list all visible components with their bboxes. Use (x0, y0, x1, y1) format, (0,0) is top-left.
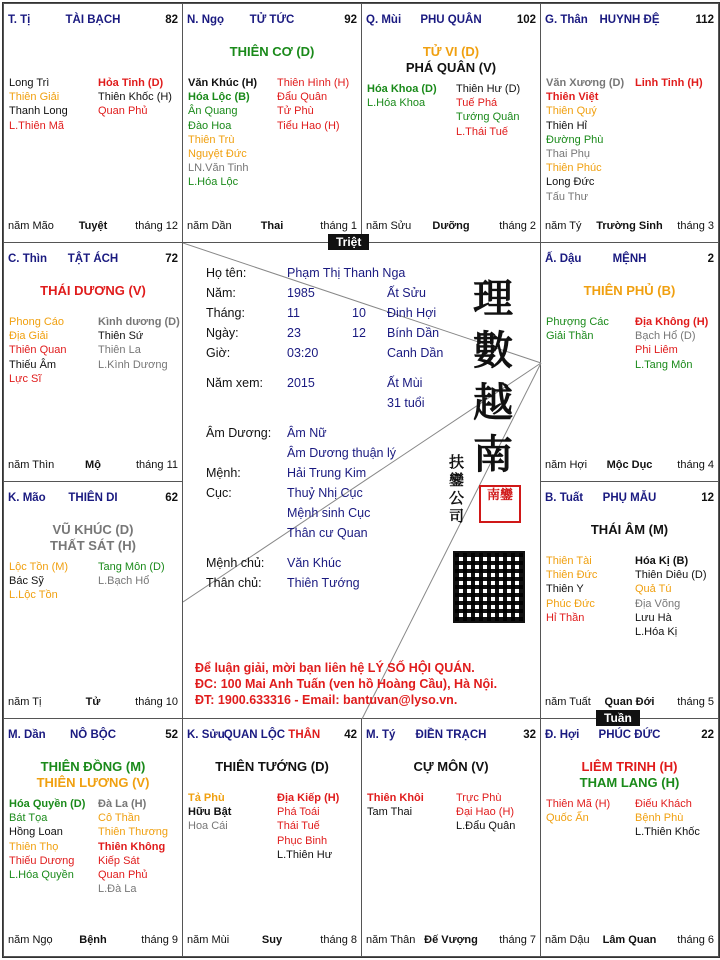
value-gio-can: Canh Dần (387, 346, 444, 360)
palace-month: tháng 2 (499, 220, 536, 232)
palace-branch: M. Dần (8, 729, 46, 741)
red-seal: 南鑾 (479, 485, 521, 523)
calligraphy-title (473, 273, 513, 481)
minor-star: Thiên Thương (98, 826, 169, 839)
minor-star: Cô Thần (98, 812, 140, 825)
label-than-chu: Thân chủ: (206, 576, 262, 590)
main-star: CỰ MÔN (V) (413, 759, 489, 774)
label-ho-ten: Họ tên: (206, 266, 247, 280)
minor-star: Phục Binh (277, 834, 328, 847)
palace-number: 32 (523, 729, 536, 741)
star-column-left (367, 82, 437, 110)
palace-number: 82 (165, 14, 178, 26)
palace-name: ĐIỀN TRẠCH (415, 729, 487, 741)
value-ngay-can: Bính Dần (387, 326, 440, 340)
minor-star: Long Đức (546, 176, 595, 189)
main-star: THIÊN PHỦ (B) (583, 283, 676, 298)
minor-star: L.Thiên Hư (277, 848, 333, 861)
star-column-right (635, 76, 703, 90)
palace-number: 92 (344, 14, 357, 26)
palace-mui (361, 3, 541, 243)
palace-footer (545, 220, 714, 234)
palace-life-stage: Tuyệt (78, 220, 108, 232)
palace-header (366, 729, 536, 745)
minor-star: Thiên Trù (188, 133, 235, 146)
label-am-duong: Âm Dương: (206, 426, 272, 440)
palace-life-stage: Đế Vượng (424, 934, 478, 946)
minor-star: Thiếu Dương (9, 854, 75, 867)
palace-name: PHU QUÂN (420, 14, 482, 26)
callig-char-4: 南 (473, 431, 513, 478)
minor-star: Linh Tinh (H) (635, 77, 703, 89)
minor-star: Địa Kiếp (H) (277, 792, 340, 804)
minor-star: Địa Võng (635, 597, 681, 610)
value-ngay-am: 12 (352, 326, 366, 340)
value-menh: Hải Trung Kim (287, 466, 367, 480)
palace-branch: M. Tý (366, 729, 396, 741)
palace-header (545, 492, 714, 508)
value-menh-chu: Văn Khúc (287, 556, 342, 570)
palace-life-stage: Quan Đới (604, 696, 655, 708)
palace-name: MỆNH (612, 253, 647, 265)
minor-star: Bát Tọa (9, 812, 48, 825)
value-tuoi: 31 tuổi (387, 396, 425, 410)
star-column-left (9, 560, 68, 603)
minor-star: Hồng Loan (9, 826, 63, 839)
minor-star: Bệnh Phù (635, 812, 684, 825)
palace-footer (545, 459, 714, 473)
palace-month: tháng 8 (320, 934, 357, 946)
label-cuc: Cục: (206, 486, 232, 500)
palace-number: 2 (707, 253, 714, 265)
star-column-right (635, 797, 700, 840)
value-nam: 1985 (287, 286, 315, 300)
minor-star: Đào Hoa (188, 119, 232, 132)
main-star: THẤT SÁT (H) (50, 538, 136, 553)
star-column-right (98, 797, 168, 896)
palace-hoi (540, 718, 719, 957)
minor-star: Thiên Tài (546, 555, 592, 567)
minor-star: Hóa Quyền (D) (9, 798, 86, 810)
palace-month: tháng 10 (135, 696, 178, 708)
value-am-duong-ly: Âm Dương thuận lý (287, 446, 396, 460)
minor-star: Phong Cáo (9, 316, 65, 328)
palace-number: 42 (344, 729, 357, 741)
palace-number: 12 (701, 492, 714, 504)
main-star: THIÊN TƯỚNG (D) (215, 759, 329, 774)
value-thang-am: 10 (352, 306, 366, 320)
label-menh: Mệnh: (206, 466, 241, 480)
minor-star: Lộc Tồn (M) (9, 561, 69, 573)
palace-branch: K. Sửu (187, 729, 225, 741)
palace-name: TẬT ÁCH (67, 253, 119, 265)
palace-year: năm Tý (545, 220, 582, 232)
palace-branch: B. Tuất (545, 492, 584, 504)
minor-star: Thiên Việt (546, 91, 599, 104)
palace-life-stage: Lâm Quan (602, 934, 657, 946)
value-cuc: Thuỷ Nhị Cục (287, 486, 363, 500)
main-star: THIÊN CƠ (D) (229, 44, 315, 59)
minor-star: Tam Thai (367, 806, 413, 819)
small-char-4: 司 (449, 507, 465, 525)
palace-ti (3, 3, 183, 243)
palace-year: năm Thìn (8, 459, 55, 471)
minor-star: Thiên Quý (546, 105, 597, 118)
minor-star: Đường Phù (546, 133, 604, 146)
palace-year: năm Tuất (545, 696, 591, 708)
minor-star: Tử Phù (277, 105, 314, 118)
palace-branch: N. Ngọ (187, 14, 225, 26)
star-column-left (9, 797, 85, 882)
palace-header (545, 253, 714, 269)
minor-star: Giải Thần (546, 330, 594, 343)
palace-number: 112 (695, 14, 714, 26)
small-char-1: 扶 (449, 453, 465, 471)
palace-footer (366, 220, 536, 234)
palace-ty (361, 718, 541, 957)
palace-year: năm Tị (8, 696, 42, 708)
star-column-left (546, 76, 624, 204)
palace-month: tháng 4 (677, 459, 714, 471)
palace-month: tháng 7 (499, 934, 536, 946)
minor-star: Tang Môn (D) (98, 561, 165, 573)
minor-star: Lưu Hà (635, 611, 672, 624)
star-column-left (188, 76, 257, 190)
palace-branch: Đ. Hợi (545, 729, 580, 741)
star-column-right (456, 82, 520, 139)
value-ngay: 23 (287, 326, 301, 340)
value-cuc-relation: Mệnh sinh Cục (287, 506, 371, 520)
palace-footer (8, 696, 178, 710)
minor-star: Thanh Long (9, 105, 68, 118)
minor-star: L.Tang Môn (635, 358, 693, 371)
value-nam-xem: 2015 (287, 376, 315, 390)
minor-star: Văn Xương (D) (546, 77, 625, 89)
contact-line-1: Để luận giải, mời bạn liên hệ LÝ SỐ HỘI QUÁN. (195, 661, 475, 675)
main-star: THIÊN LƯƠNG (V) (36, 775, 150, 790)
palace-life-stage: Thai (260, 220, 284, 232)
palace-header (8, 729, 178, 745)
palace-than (540, 3, 719, 243)
minor-star: Hóa Lộc (B) (188, 91, 250, 104)
minor-star: Đà La (H) (98, 798, 147, 810)
callig-char-1: 理 (473, 275, 513, 322)
palace-ngo (182, 3, 362, 243)
palace-dan (3, 718, 183, 957)
minor-star: Thiên Hình (H) (277, 77, 350, 89)
minor-star: Hóa Khoa (D) (367, 83, 437, 95)
palace-name: PHỤ MẪU (602, 492, 657, 504)
star-column-right (456, 791, 515, 834)
value-than-chu: Thiên Tướng (287, 576, 360, 590)
minor-star: Thiên Quan (9, 344, 67, 357)
palace-name: NÔ BỘC (70, 729, 116, 741)
minor-star: L.Hóa Khoa (367, 97, 426, 110)
than-marker: THÂN (288, 729, 321, 741)
minor-star: Tướng Quân (456, 111, 520, 124)
palace-year: năm Mùi (187, 934, 230, 946)
palace-header (545, 14, 714, 30)
minor-star: L.Hóa Lộc (188, 176, 239, 189)
label-gio: Giờ: (206, 346, 231, 360)
palace-life-stage: Tử (85, 696, 101, 708)
palace-number: 22 (701, 729, 714, 741)
minor-star: L.Hóa Kị (635, 626, 678, 639)
palace-number: 102 (516, 14, 536, 26)
star-column-left (546, 797, 610, 825)
minor-star: Tiểu Hao (H) (277, 119, 340, 132)
palace-branch: G. Thân (545, 14, 588, 26)
callig-char-2: 數 (473, 327, 513, 374)
palace-name: THIÊN DI (68, 492, 118, 504)
center-info-panel (182, 242, 541, 719)
minor-star: L.Thái Tuế (456, 125, 508, 138)
palace-year: năm Sửu (366, 220, 412, 232)
minor-star: Trực Phù (456, 792, 502, 804)
value-nam-xem-can: Ất Mùi (387, 376, 423, 390)
palace-dau (540, 242, 719, 482)
minor-star: Quả Tú (635, 583, 672, 596)
value-than-cu: Thân cư Quan (287, 526, 368, 540)
minor-star: Thiên Không (98, 840, 166, 853)
palace-life-stage: Mộc Dục (606, 459, 653, 471)
small-char-2: 鑾 (449, 471, 465, 489)
palace-footer (8, 934, 178, 948)
palace-life-stage: Trường Sinh (596, 220, 663, 232)
main-star: LIÊM TRINH (H) (581, 759, 678, 774)
value-am-duong: Âm Nữ (287, 426, 327, 440)
minor-star: LN.Văn Tinh (188, 162, 249, 175)
palace-year: năm Thân (366, 934, 416, 946)
minor-star: Đại Hao (H) (456, 806, 515, 819)
minor-star: L.Đà La (98, 883, 137, 896)
minor-star: Phá Toái (277, 806, 320, 819)
palace-header (187, 14, 357, 30)
minor-star: Thiên Thọ (9, 840, 59, 853)
palace-header (8, 253, 178, 269)
palace-header (187, 729, 357, 745)
palace-name: TỬ TỨC (249, 14, 295, 26)
star-column-right (98, 560, 165, 588)
palace-footer (8, 220, 178, 234)
palace-life-stage: Dưỡng (432, 220, 470, 232)
minor-star: Phượng Các (546, 316, 609, 328)
minor-star: Hữu Bật (188, 806, 232, 819)
minor-star: Thái Tuế (277, 820, 320, 833)
minor-star: Lực Sĩ (9, 372, 42, 385)
value-thang: 11 (287, 306, 300, 320)
chart-board (2, 2, 720, 958)
star-column-right (635, 554, 707, 639)
minor-star: L.Thiên Khốc (635, 826, 700, 839)
minor-star: L.Thiên Mã (9, 119, 65, 132)
minor-star: Thai Phụ (546, 148, 591, 161)
minor-star: L.Lộc Tồn (9, 589, 58, 602)
star-column-right (98, 76, 172, 119)
palace-month: tháng 1 (320, 220, 357, 232)
palace-header (545, 729, 714, 745)
minor-star: Đẩu Quân (277, 91, 328, 104)
palace-year: năm Dần (187, 220, 232, 232)
label-nam-xem: Năm xem: (206, 376, 263, 390)
callig-char-3: 越 (473, 379, 513, 426)
qr-code-icon[interactable] (453, 551, 525, 623)
minor-star: Thiên Khốc (H) (98, 91, 172, 104)
minor-star: Quan Phủ (98, 105, 148, 118)
palace-month: tháng 6 (677, 934, 714, 946)
minor-star: Văn Khúc (H) (188, 77, 258, 89)
minor-star: Thiên Hư (D) (456, 83, 521, 95)
palace-suu (182, 718, 362, 957)
minor-star: Thiên Sứ (98, 330, 144, 343)
value-thang-can: Đinh Hợi (387, 306, 437, 320)
palace-name: HUYNH ĐỆ (599, 14, 660, 26)
minor-star: Tuế Phá (456, 97, 498, 110)
star-column-left (9, 76, 68, 133)
main-star: VŨ KHÚC (D) (52, 522, 134, 537)
minor-star: Điếu Khách (635, 798, 692, 810)
star-column-right (98, 315, 180, 372)
palace-footer (545, 696, 714, 710)
palace-number: 62 (165, 492, 178, 504)
palace-number: 72 (165, 253, 178, 265)
minor-star: Phúc Đức (546, 597, 595, 610)
label-menh-chu: Mệnh chủ: (206, 556, 265, 570)
value-nam-can: Ất Sửu (387, 286, 426, 300)
minor-star: Thiên Giải (9, 91, 60, 104)
calligraphy-subtitle (449, 453, 464, 525)
palace-branch: K. Mão (8, 492, 46, 504)
palace-name: QUAN LỘC THÂN (223, 729, 321, 741)
tuan-badge: Tuần (596, 710, 640, 726)
palace-branch: Q. Mùi (366, 14, 402, 26)
star-column-right (635, 315, 708, 372)
palace-branch: Ấ. Dậu (545, 253, 582, 265)
palace-life-stage: Bệnh (79, 934, 107, 946)
palace-branch: T. Tị (8, 14, 31, 26)
minor-star: Long Trì (9, 77, 50, 89)
minor-star: Thiên Khôi (367, 792, 424, 804)
palace-month: tháng 9 (141, 934, 178, 946)
palace-month: tháng 3 (677, 220, 714, 232)
star-column-left (188, 791, 231, 834)
star-column-right (277, 791, 339, 862)
minor-star: Nguyệt Đức (188, 148, 247, 161)
minor-star: Hóa Kị (B) (635, 555, 689, 567)
palace-thin (3, 242, 183, 482)
palace-footer (366, 934, 536, 948)
value-ho-ten: Phạm Thị Thanh Nga (287, 266, 406, 280)
minor-star: Hoa Cái (188, 820, 228, 833)
main-star: THIÊN ĐỒNG (M) (40, 759, 146, 774)
palace-month: tháng 12 (135, 220, 178, 232)
palace-footer (8, 459, 178, 473)
minor-star: Ân Quang (188, 105, 238, 118)
palace-month: tháng 11 (135, 459, 178, 471)
contact-address: ĐC: 100 Mai Anh Tuấn (ven hồ Hoàng Cầu), Hà Nội. (195, 677, 498, 691)
value-gio: 03:20 (287, 346, 319, 360)
star-column-left (367, 791, 424, 819)
star-column-left (546, 315, 609, 343)
small-char-3: 公 (449, 489, 465, 507)
minor-star: Thiên Y (546, 583, 584, 596)
star-column-right (277, 76, 349, 133)
star-column-left (546, 554, 597, 625)
palace-header (366, 14, 536, 30)
minor-star: Hỉ Thần (546, 611, 585, 624)
triet-badge: Triệt (328, 234, 369, 250)
minor-star: Thiên Hỉ (546, 119, 587, 132)
minor-star: Phi Liêm (635, 344, 678, 357)
palace-year: năm Mão (8, 220, 54, 232)
minor-star: Thiên Phúc (546, 162, 602, 175)
minor-star: Thiên Đức (546, 569, 598, 582)
minor-star: Tấu Thư (546, 190, 589, 203)
palace-mao (3, 481, 183, 719)
palace-month: tháng 5 (677, 696, 714, 708)
minor-star: Thiếu Âm (9, 358, 57, 371)
label-nam: Năm: (206, 286, 236, 300)
palace-footer (545, 934, 714, 948)
star-column-left (9, 315, 66, 386)
minor-star: Kiếp Sát (98, 854, 140, 867)
palace-year: năm Hợi (545, 459, 588, 471)
palace-footer (187, 934, 357, 948)
minor-star: L.Kình Dương (98, 358, 168, 371)
palace-header (8, 492, 178, 508)
minor-star: Thiên La (98, 344, 141, 357)
palace-tuat (540, 481, 719, 719)
contact-phone-email[interactable]: ĐT: 1900.633316 - Email: bantuvan@lyso.vn. (195, 693, 458, 707)
minor-star: Hỏa Tinh (D) (98, 77, 164, 89)
label-ngay: Ngày: (206, 326, 239, 340)
minor-star: Địa Không (H) (635, 316, 709, 328)
palace-name: TÀI BẠCH (65, 14, 121, 26)
main-star: THAM LANG (H) (579, 775, 680, 790)
minor-star: Thiên Mã (H) (546, 798, 611, 810)
minor-star: L.Hóa Quyền (9, 869, 74, 882)
main-star: THÁI DƯƠNG (V) (40, 283, 146, 298)
palace-number: 52 (165, 729, 178, 741)
palace-footer (187, 220, 357, 234)
minor-star: Bạch Hổ (D) (635, 330, 696, 343)
palace-header (8, 14, 178, 30)
minor-star: Tả Phù (188, 792, 225, 804)
label-thang: Tháng: (206, 306, 245, 320)
minor-star: Địa Giải (9, 330, 49, 343)
palace-life-stage: Mộ (85, 459, 101, 471)
minor-star: Kình dương (D) (98, 316, 180, 328)
palace-name: PHÚC ĐỨC (598, 729, 661, 741)
palace-life-stage: Suy (261, 934, 283, 946)
minor-star: Quốc Ấn (546, 812, 589, 825)
palace-year: năm Ngọ (8, 934, 53, 946)
main-star: PHÁ QUÂN (V) (405, 60, 497, 75)
palace-year: năm Dậu (545, 934, 590, 946)
minor-star: L.Bạch Hổ (98, 575, 150, 588)
main-star: THÁI ÂM (M) (590, 522, 669, 537)
palace-branch: C. Thìn (8, 253, 47, 265)
minor-star: Thiên Diêu (D) (635, 569, 707, 582)
minor-star: L.Đẩu Quân (456, 820, 516, 833)
minor-star: Bác Sỹ (9, 575, 44, 588)
main-star: TỬ VI (D) (422, 44, 480, 59)
minor-star: Quan Phủ (98, 869, 148, 882)
